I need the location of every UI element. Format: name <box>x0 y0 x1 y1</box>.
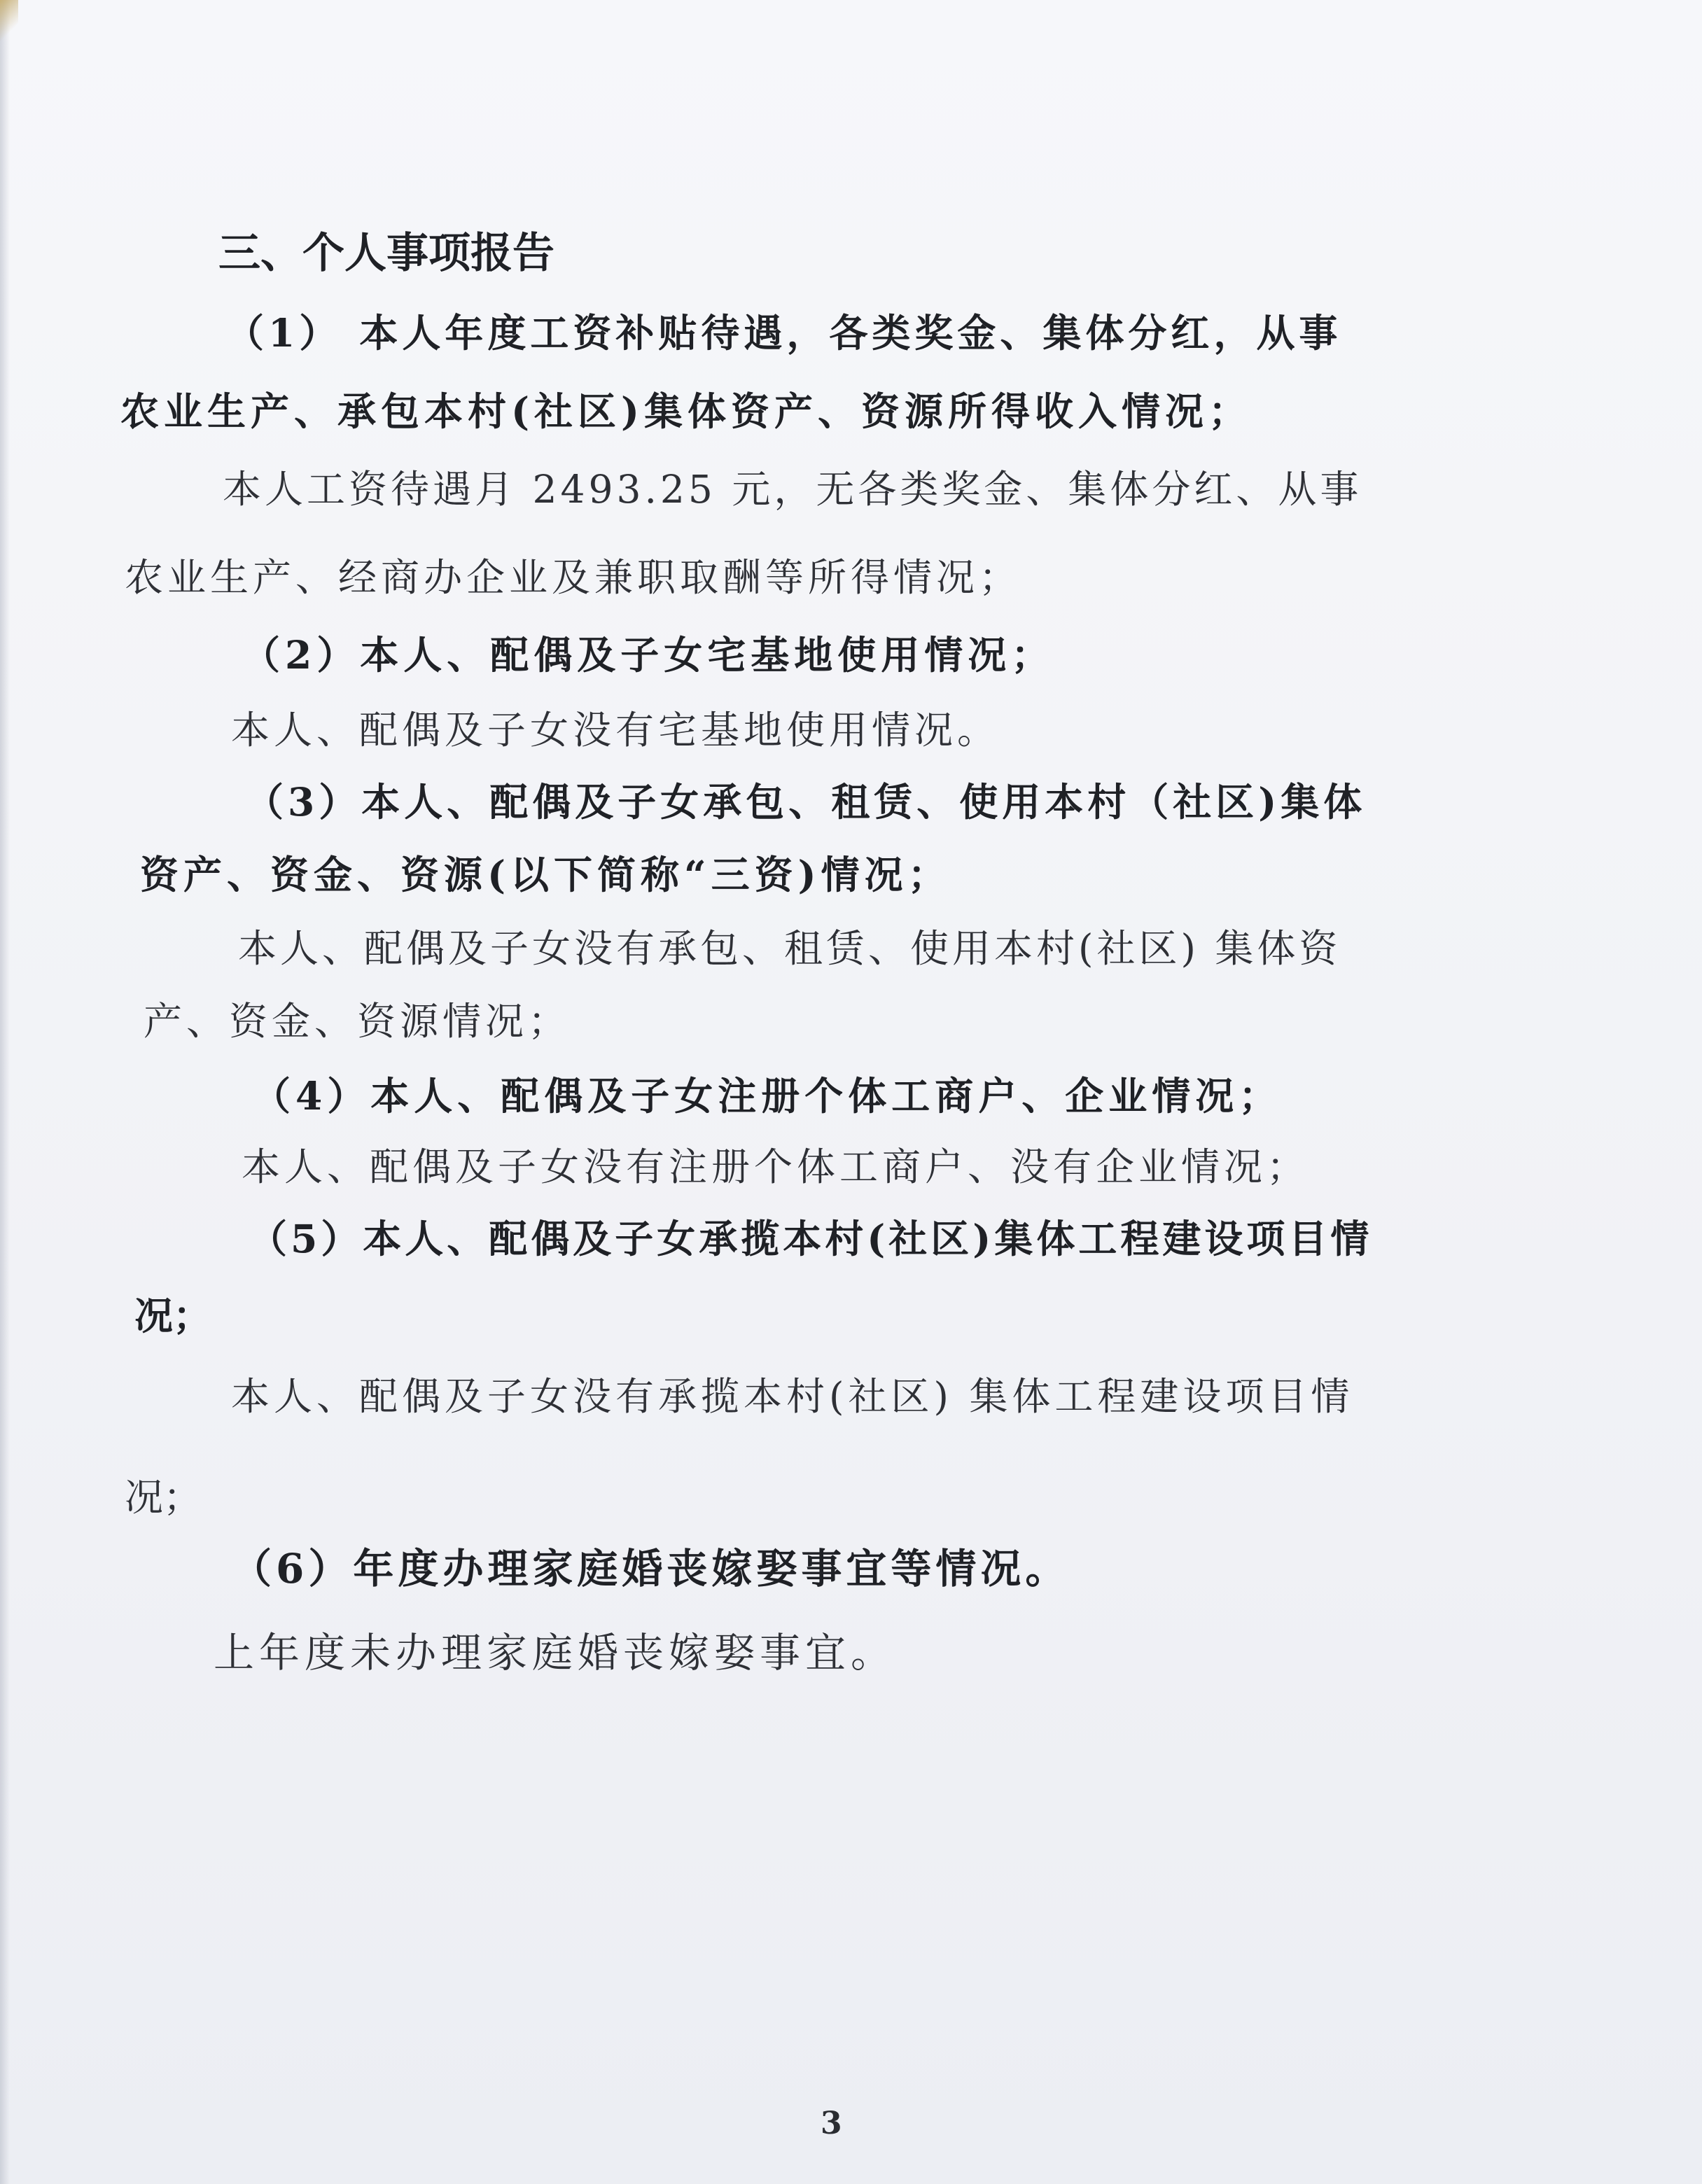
item-4-question-line-1: （4）本人、配偶及子女注册个体工商户、企业情况； <box>252 1073 1283 1119</box>
item-2-question-line-1: （2）本人、配偶及子女宅基地使用情况； <box>242 632 1055 678</box>
item-3-question-line-2: 资产、资金、资源(以下简称“三资)情况； <box>140 852 951 897</box>
item-6-question-line-1: （6）年度办理家庭婚丧嫁娶事宜等情况。 <box>231 1545 1070 1592</box>
page-edge-shadow <box>0 0 10 2184</box>
page-number: 3 <box>821 2106 842 2141</box>
item-6-answer-line-1: 上年度未办理家庭婚丧嫁娶事宜。 <box>214 1629 897 1676</box>
item-5-answer-line-1: 本人、配偶及子女没有承揽本村(社区) 集体工程建设项目情 <box>231 1374 1354 1419</box>
item-4-answer-line-1: 本人、配偶及子女没有注册个体工商户、没有企业情况； <box>242 1144 1310 1189</box>
item-1-question-line-1: （1） 本人年度工资补贴待遇，各类奖金、集体分红，从事 <box>225 310 1342 356</box>
item-3-question-line-1: （3）本人、配偶及子女承包、租赁、使用本村（社区)集体 <box>245 779 1367 825</box>
page-corner-mark <box>0 0 18 42</box>
item-3-answer-line-1: 本人、配偶及子女没有承包、租赁、使用本村(社区) 集体资 <box>238 926 1341 971</box>
item-1-question-line-2: 农业生产、承包本村(社区)集体资产、资源所得收入情况； <box>120 388 1253 434</box>
item-2-answer-line-1: 本人、配偶及子女没有宅基地使用情况。 <box>231 708 1000 752</box>
section-heading: 三、个人事项报告 <box>218 229 554 278</box>
item-5-answer-line-2: 况； <box>125 1475 202 1520</box>
item-1-answer-line-1: 本人工资待遇月 2493.25 元，无各类奖金、集体分红、从事 <box>223 467 1362 512</box>
item-5-question-line-2: 况； <box>134 1293 212 1338</box>
item-1-answer-line-2: 农业生产、经商办企业及兼职取酬等所得情况； <box>125 555 1022 600</box>
item-5-question-line-1: （5）本人、配偶及子女承揽本村(社区)集体工程建设项目情 <box>249 1216 1373 1261</box>
item-3-answer-line-2: 产、资金、资源情况； <box>144 999 571 1044</box>
